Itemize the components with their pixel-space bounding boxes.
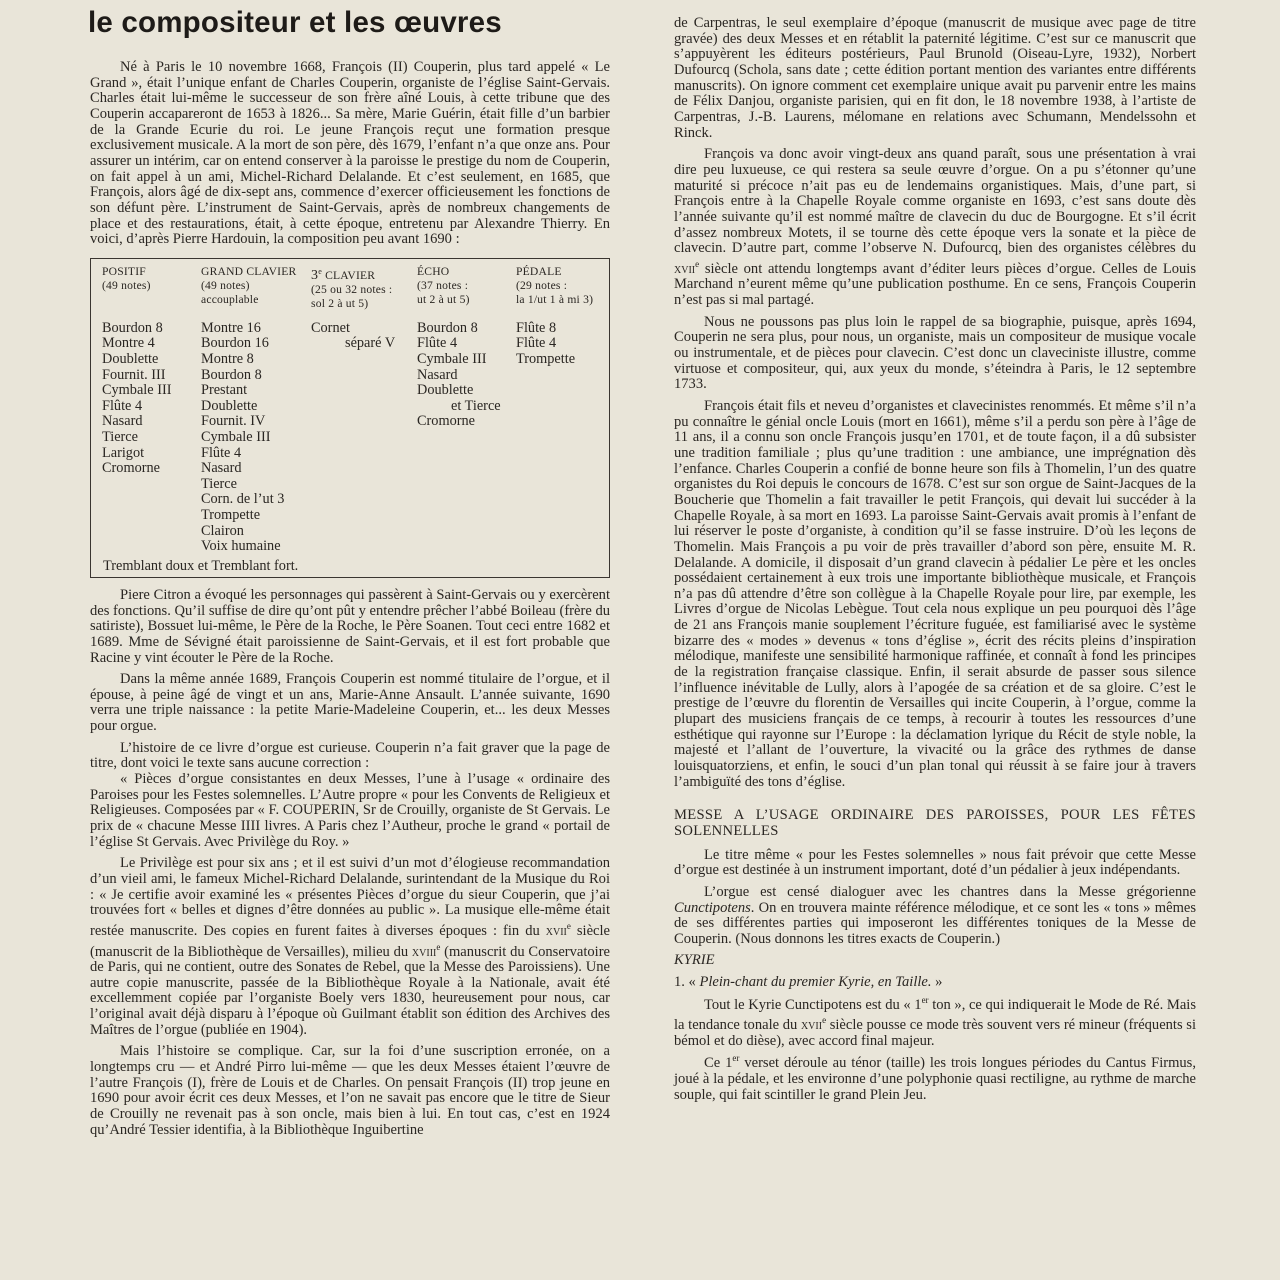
organ-stop: Montre 4 <box>102 335 155 352</box>
organ-stop: Doublette <box>102 351 159 368</box>
paragraph: Piere Citron a évoqué les personnages qui passèrent à Saint-Gervais ou y exercèrent des fonctions. Qu’il suffise de dire qu’ont pût y entendre prêcher l’abbé Boileau (frère du satiriste), Bossuet lui-même, le Père de la Roche, le Père Soanen. Tout ceci entre 1682 et 1689. Mme de Sévigné était paroissienne de Saint-Gervais, et il est fort probable que Racine y vint écouter le Père de la Roche. <box>90 586 610 666</box>
organ-stop: Nasard <box>102 413 143 430</box>
left-column <box>90 60 610 1144</box>
organ-column-range: la 1/ut 1 à mi 3) <box>516 293 594 307</box>
organ-column-echo <box>417 265 501 430</box>
organ-stop: Tierce <box>201 475 238 492</box>
organ-stop: Bourdon 8 <box>201 366 262 383</box>
organ-stop: Nasard <box>417 366 458 383</box>
organ-stop: Prestant <box>201 382 248 399</box>
organ-stop: Cymbale III <box>201 429 271 446</box>
paragraph: Nous ne poussons pas plus loin le rappel de sa biographie, puisque, après 1694, Couperin ne sera plus, pour nous, un organiste, mais un compositeur de musique vocale ou instrumentale, et de pièces pour clavecin. C’est donc un claveciniste illustre, comme virtuose et compositeur, qui, aux yeux du monde, s’éteindra à Paris, le 12 septembre 1733. <box>674 313 1196 393</box>
organ-stop: Nasard <box>201 460 242 477</box>
organ-stop: Bourdon 8 <box>417 319 478 336</box>
paragraph: Tout le Kyrie Cunctipotens est du « 1er ton », ce qui indiquerait le Mode de Ré. Mais la tendance tonale du xvii$^e$ siècle pousse ce mode très souvent vers ré mineur (fréquents si bémol et do dièse), avec accord final majeur. <box>674 994 1197 1049</box>
right-column <box>674 16 1196 1109</box>
paragraph: Le titre même « pour les Festes solemnelles » nous fait prévoir que cette Messe d’orgue est destinée à un instrument important, doté d’un pédalier à jeux indépendants. <box>674 846 1196 879</box>
section-heading: MESSE A L’USAGE ORDINAIRE DES PAROISSES, POUR LES FÊTES SOLENNELLES <box>674 807 1196 839</box>
paragraph: Le Privilège est pour six ans ; et il est suivi d’un mot d’élogieuse recommandation d’un vieil ami, le fameux Michel-Richard Delalande, surintendant de la Musique du Roi : « Je certifie avoir examiné les « présentes Pièces d’orgue du sieur Couperin, que j’ai trouvées fort « belles et dignes d’être données au public ». La musique elle-même était restée manuscrite. Des copies en furent faites à diverses époques : fin du xvii$^e$ siècle (manuscrit de la Bibliothèque de Versailles), milieu du xviii$^e$ (manuscrit du Conservatoire de Paris, qui ne contient, outre des Sonates de Rebel, que la Messe des Paroissiens). Une autre copie manuscrite, passée de la Bibliothèque Royale à la Nationale, avait été excellemment copiée par l’organiste Boely vers 1830, heureusement pour nous, car l’original avait déjà disparu à l’époque où Guilmant établit son édition des Archives des Maîtres de l’orgue (publiée en 1904). <box>90 855 611 1038</box>
paragraph: de Carpentras, le seul exemplaire d’époque (manuscrit de musique avec page de titre gravée) des deux Messes et en rétablit la paternité légitime. C’est sur ce manuscrit que s’appuyèrent les éditeurs postérieurs, Paul Brunold (Oiseau-Lyre, 1932), Norbert Dufourcq (Schola, sans date ; cette édition portant mention des variantes entre différents manuscrits). On ignore comment cet exemplaire unique avait pu parvenir entre les mains de Félix Danjou, organiste parisien, qui en fit don, le 18 novembre 1938, à l’artiste de Carpentras, J.-B. Laurens, mélomane en relations avec Schumann, Mendelssohn et Rinck. <box>674 15 1196 141</box>
organ-stop: Cromorne <box>102 460 160 477</box>
organ-stop: Corn. de l’ut 3 <box>201 491 285 508</box>
paragraph: L’histoire de ce livre d’orgue est curieuse. Couperin n’a fait graver que la page de titre, dont voici le texte sans aucune correction : <box>90 739 610 772</box>
organ-stop: Flûte 4 <box>102 397 143 414</box>
organ-column-number: 3 <box>311 267 319 283</box>
organ-stop-list <box>417 321 501 430</box>
organ-stop: Montre 16 <box>201 319 261 336</box>
organ-stop: Flûte 4 <box>516 335 557 352</box>
page-title: le compositeur et les œuvres <box>88 6 502 39</box>
organ-stop: Larigot <box>102 444 145 461</box>
organ-stop-list <box>102 321 171 477</box>
paragraph: L’orgue est censé dialoguer avec les chantres dans la Messe grégorienne Cunctipotens. On en trouvera mainte référence mélodique, et ce sont les « tons » mêmes de ses différentes parties qui imposeront les différentes toniques de la Messe de Couperin. (Nous donnons les titres exacts de Couperin.) <box>674 883 1196 947</box>
organ-column-title: PÉDALE <box>516 264 562 278</box>
organ-specification-table <box>90 258 610 578</box>
organ-stop-list <box>311 321 395 352</box>
organ-stop: Bourdon 16 <box>201 335 269 352</box>
organ-stop: Cornet <box>311 319 350 336</box>
organ-stop: Doublette <box>417 382 474 399</box>
organ-column-range: ut 2 à ut 5) <box>417 293 470 307</box>
organ-stop: Bourdon 8 <box>102 319 163 336</box>
organ-stop-list <box>516 321 593 368</box>
paragraph: Dans la même année 1689, François Couperin est nommé titulaire de l’orgue, et il épouse, à peine âgé de vingt et un ans, Marie-Anne Ansault. L’année suivante, 1690 verra une triple naissance : la petite Marie-Madeleine Couperin, et... les deux Messes pour orgue. <box>90 671 610 735</box>
organ-column-notes: (37 notes : <box>417 279 469 293</box>
organ-column-notes: (49 notes) <box>102 279 151 293</box>
organ-column-grand-clavier <box>201 265 296 555</box>
organ-column-notes: (49 notes) <box>201 279 250 293</box>
organ-stop: Fournit. III <box>102 366 166 383</box>
organ-stop: Flûte 8 <box>516 319 557 336</box>
paragraph: François était fils et neveu d’organistes et clavecinistes renommés. Et même s’il n’a pu connaître le génial oncle Louis (mort en 1661), même s’il a perdu son père à l’âge de 11 ans, il a connu son oncle François jusqu’en 1701, et de toute façon, il a dû subsister une tradition familiale ; plus qu’une tradition : une ambiance, une imprégnation dès l’enfance. Charles Couperin a confié de bonne heure son fils à Thomelin, l’un des quatre organistes du Roi depuis le concours de 1678. C’est sur son orgue de Saint-Jacques de la Boucherie que Thomelin a fait travailler le petit François, qui devait lui succéder à la Chapelle Royale, à sa mort en 1693. La paroisse Saint-Gervais avait promis à l’enfant de lui réserver le poste d’organiste, à condition qu’il se fasse instruire. D’où les leçons de Thomelin. Mais François a pu voir de près travailler d’abord son père, ensuite M. R. Delalande. A domicile, il disposait d’un grand clavecin à pédalier Le père et les oncles possédaient certainement à eux trois une importante bibliothèque musicale, et François n’a pas dû attendre d’être son collègue à la Chapelle Royale pour lire, par exemple, les Livres d’orgue de Nicolas Lebègue. Tout cela nous explique un peu pourquoi dès l’âge de 21 ans François manie souplement l’écriture fuguée, est familiarisé avec le système bizarre des « modes » devenus « tons d’église », écrit des récits pleins d’inspiration mélodique, manifeste une sensibilité harmonique raffinée, et connaît à fond les principes de la registration française classique. Enfin, il serait absurde de passer sous silence l’influence inévitable de Lully, alors à l’apogée de sa création et de sa gloire. C’est le prestige de l’œuvre du florentin de Versailles qui incite Couperin, à l’orgue, comme la plupart des musiciens français de ce temps, à recourir à toutes les ressources d’une esthétique qui rayonne sur l’Europe : la déclamation lyrique du Récit de style noble, la majesté et l’allant de l’ouverture, la vivacité ou la grâce des rythmes de danse louisquatorziens, et enfin, le souci d’un plan tonal qui réussit à se faire jour à travers l’ambiguïté des tons d’église. <box>674 397 1196 790</box>
organ-stop: Doublette <box>201 397 258 414</box>
title-page-quotation: « Pièces d’orgue consistantes en deux Messes, l’une à l’usage « ordinaire des Paroises pour les Festes solemnelles. L’Autre propre « pour les Convents de Religieux et Religieuses. Composées par « F. COUPERIN, Sr de Crouilly, organiste de St Gervais. Le prix de « chacune Messe IIII livres. A Paris chez l’Autheur, proche le grand « portail de l’église St Gervais. Avec Privilège du Roy. » <box>90 771 610 850</box>
organ-stop: Clairon <box>201 522 244 539</box>
organ-stop: Flûte 4 <box>417 335 458 352</box>
organ-stop: Voix humaine <box>201 538 281 555</box>
organ-stop: Fournit. IV <box>201 413 266 430</box>
organ-column-notes: (29 notes : <box>516 279 568 293</box>
paragraph: Né à Paris le 10 novembre 1668, François (II) Couperin, plus tard appelé « Le Grand », était l’unique enfant de Charles Couperin, organiste de l’église Saint-Gervais. Charles était lui-même le successeur de son frère aîné Louis, à cette tribune que des Couperin accapareront de 1653 à 1826... Sa mère, Marie Guérin, était fille d’un barbier de la Grande Ecurie du roi. Le jeune François reçut une formation presque exclusivement musicale. A la mort de son père, dès 1679, l’enfant n’a que onze ans. Pour assurer un intérim, car on entend conserver à la paroisse le prestige du nom de Couperin, on fait appel à un ami, Michel-Richard Delalande. Et c’est seulement, en 1685, que François, alors âgé de dix-sept ans, commence d’exercer officieusement les fonctions de son défunt père. L’instrument de Saint-Gervais, après de nombreux changements de place et des restaurations, était, à cette époque, entretenu par Alexandre Thierry. En voici, d’après Pierre Hardouin, la composition peu avant 1690 : <box>90 59 610 248</box>
paragraph: François va donc avoir vingt-deux ans quand paraît, sous une présentation à vrai dire peu luxueuse, ce qui restera sa seule œuvre d’orgue. On a pu s’étonner qu’une maturité si précoce n’ait pas eu de lendemains organistiques. Mais, d’une part, si François entre à la Chapelle Royale comme organiste en 1693, c’est sans doute dès l’année suivante qu’il est nommé maître de clavecin du duc de Bourgogne. Et s’il écrit d’assez nombreux Motets, il se tourne dès cette époque vers la sonate et la pièce de clavecin. D’autre part, comme l’observe N. Dufourcq, bien des organistes célèbres du xvii$^e$ siècle ont attendu longtemps avant d’éditer leurs pièces d’orgue. Celles de Louis Marchand n’eurent même qu’une publication posthume. En ce sens, François Couperin n’est pas si mal partagé. <box>674 146 1196 308</box>
organ-column-title: POSITIF <box>102 264 146 278</box>
movement-title: 1. « Plein-chant du premier Kyrie, en Taille. » <box>674 974 943 991</box>
organ-column-troisieme-clavier: 3e CLAVIER (25 ou 32 notes : sol 2 à ut 5) Cornet séparé V <box>311 266 396 352</box>
organ-stop: Trompette <box>516 351 576 368</box>
organ-stop: séparé V <box>345 335 396 352</box>
kyrie-heading: KYRIE <box>674 952 715 969</box>
organ-column-title: ÉCHO <box>417 264 450 278</box>
organ-stop: Trompette <box>201 507 261 523</box>
organ-column-range: sol 2 à ut 5) <box>311 297 369 311</box>
organ-stop: et Tierce <box>451 397 501 414</box>
organ-stop: Flûte 4 <box>201 444 242 461</box>
paragraph: Ce 1er verset déroule au ténor (taille) les trois longues périodes du Cantus Firmus, joué à la pédale, et les environne d’une polyphonie quasi rectiligne, au rythme de marche souple, qui fait scintiller le grand Plein Jeu. <box>674 1053 1196 1103</box>
organ-column-pedale <box>516 265 593 368</box>
organ-stop: Tierce <box>102 429 139 446</box>
organ-stop-list <box>201 321 296 555</box>
organ-tremulant-note: Tremblant doux et Tremblant fort. <box>103 558 299 575</box>
paragraph: Mais l’histoire se complique. Car, sur la foi d’une suscription erronée, on a longtemps cru — et André Pirro lui-même — que les deux Messes étaient l’œuvre de l’autre François (I), frère de Louis et de Charles. On pensait François (II) trop jeune en 1690 pour avoir écrit ces deux Messes, et l’on ne savait pas encore que le titre de Sieur de Crouilly ne revenait pas à son oncle, mais bien à lui. En tout cas, c’est en 1924 qu’André Tessier identifia, à la Bibliothèque Inguibertine <box>90 1043 610 1138</box>
organ-column-title: GRAND CLAVIER <box>201 264 297 278</box>
organ-column-title: CLAVIER <box>325 268 376 282</box>
organ-column-positif <box>102 265 171 477</box>
organ-column-notes: (25 ou 32 notes : <box>311 282 393 296</box>
organ-stop: Cymbale III <box>417 351 487 368</box>
organ-column-note: accouplable <box>201 293 259 307</box>
organ-stop: Montre 8 <box>201 351 254 368</box>
organ-stop: Cymbale III <box>102 382 172 399</box>
organ-stop: Cromorne <box>417 413 475 430</box>
